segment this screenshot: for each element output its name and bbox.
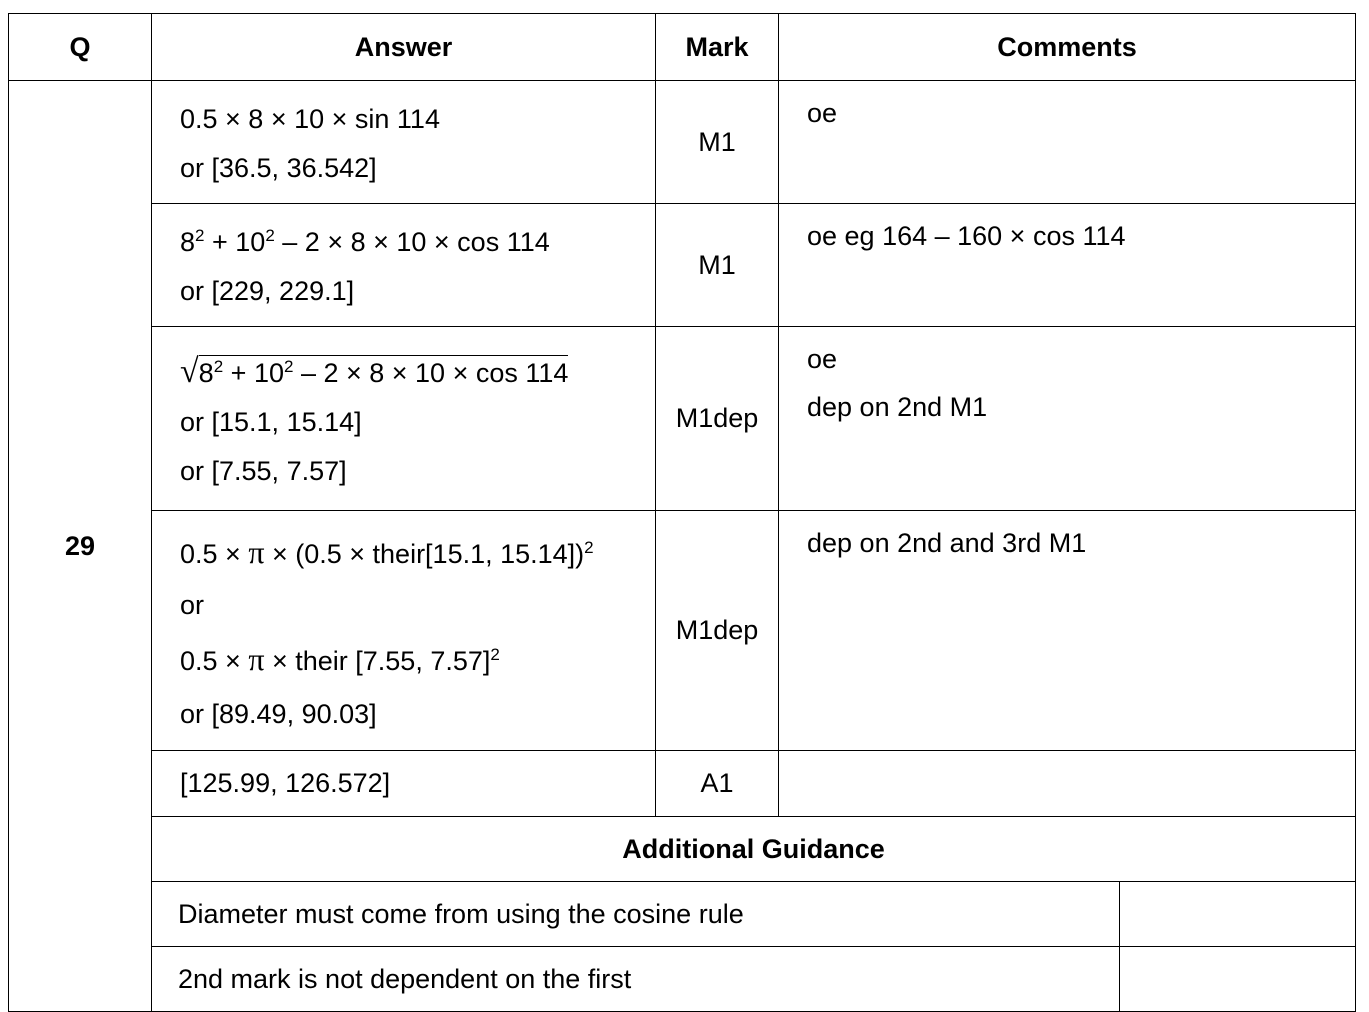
pi-symbol: π <box>248 641 265 677</box>
guidance-mark <box>1120 882 1356 947</box>
question-number: 29 <box>9 81 152 1012</box>
answer-line: or <box>180 590 205 620</box>
answer-line: 0.5 × π × their [7.55, 7.57]$^2$ <box>180 641 500 677</box>
mark-cell: M1dep <box>656 327 779 511</box>
header-row <box>9 14 1356 81</box>
answer-line: [125.99, 126.572] <box>180 768 391 798</box>
guidance-text: Diameter must come from using the cosine rule <box>152 882 1120 947</box>
answer-cell <box>152 81 656 204</box>
answer-line: or [15.1, 15.14] <box>180 407 362 437</box>
answer-line: 0.5 × π × (0.5 × their[15.1, 15.14])$^2$ <box>180 534 594 570</box>
guidance-header-row <box>9 817 1356 882</box>
comment-line: oe <box>807 344 838 374</box>
answer-line: or [89.49, 90.03] <box>180 699 377 729</box>
mark-cell: M1 <box>656 204 779 327</box>
header-comments: Comments <box>779 14 1356 81</box>
table-row <box>9 751 1356 817</box>
table-row <box>9 81 1356 204</box>
guidance-title: Additional Guidance <box>152 817 1356 882</box>
pi-symbol: π <box>248 534 265 570</box>
mark-cell: M1 <box>656 81 779 204</box>
comment-line: dep on 2nd M1 <box>807 392 988 422</box>
comment-line: oe <box>807 98 838 128</box>
answer-line: 0.5 × 8 × 10 × sin 114 <box>180 104 440 134</box>
answer-line: or [36.5, 36.542] <box>180 153 377 183</box>
mark-cell: M1dep <box>656 511 779 751</box>
guidance-mark <box>1120 947 1356 1012</box>
header-q: Q <box>9 14 152 81</box>
answer-line: or [7.55, 7.57] <box>180 456 347 486</box>
comments-cell <box>779 81 1356 204</box>
table-row <box>9 511 1356 751</box>
guidance-row <box>9 947 1356 1012</box>
guidance-row <box>9 882 1356 947</box>
table-row <box>9 204 1356 327</box>
answer-cell <box>152 327 656 511</box>
header-mark: Mark <box>656 14 779 81</box>
header-answer: Answer <box>152 14 656 81</box>
guidance-text: 2nd mark is not dependent on the first <box>152 947 1120 1012</box>
comments-cell <box>779 204 1356 327</box>
comments-cell <box>779 511 1356 751</box>
mark-scheme-table <box>8 13 1356 1012</box>
answer-cell <box>152 511 656 751</box>
comment-line: oe eg 164 – 160 × cos 114 <box>807 221 1126 251</box>
answer-cell <box>152 204 656 327</box>
answer-line: or [229, 229.1] <box>180 276 355 306</box>
square-root-icon: √ <box>180 353 199 390</box>
answer-line: $8^2 + 10^2 - 2 \times 8 \times 10 \times \cos 114$ <box>180 226 550 257</box>
comments-cell <box>779 751 1356 817</box>
comment-line: dep on 2nd and 3rd M1 <box>807 528 1087 558</box>
answer-cell <box>152 751 656 817</box>
square-root-expression: $√8^2 + 10^2 - 2 \times 8 \times 10 \times \cos 114$ <box>180 353 569 390</box>
mark-cell: A1 <box>656 751 779 817</box>
comments-cell <box>779 327 1356 511</box>
table-row <box>9 327 1356 511</box>
